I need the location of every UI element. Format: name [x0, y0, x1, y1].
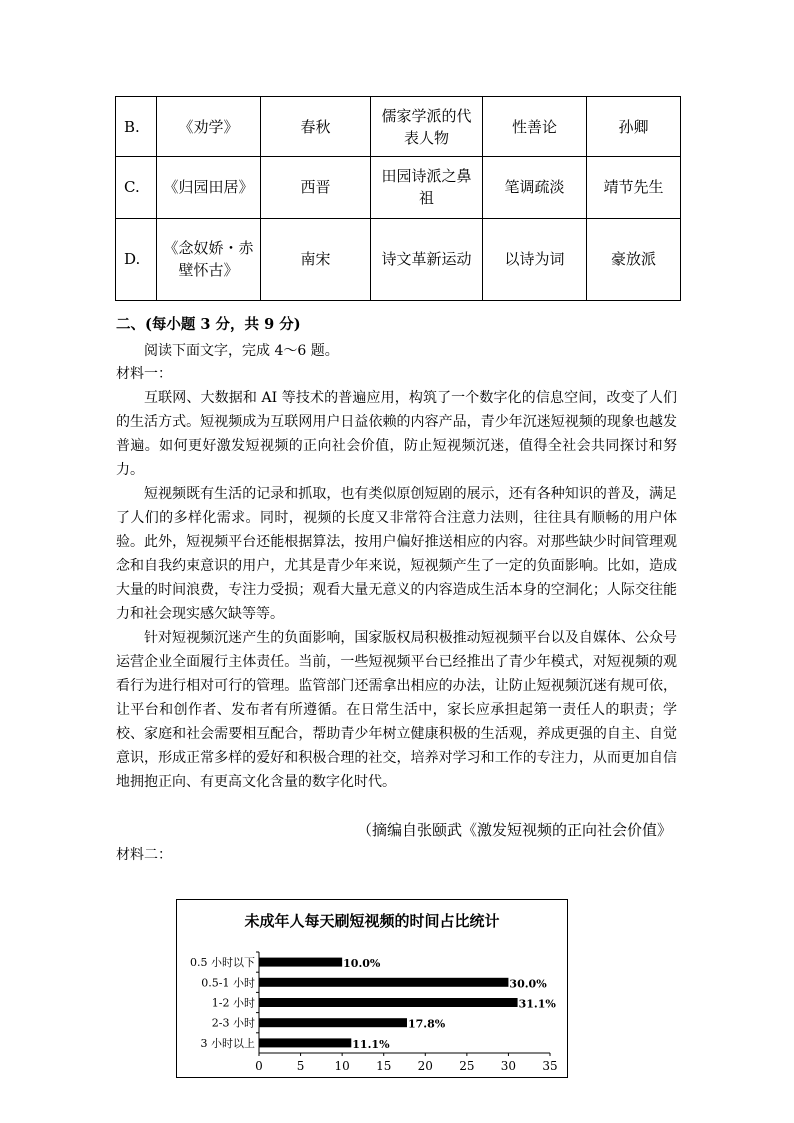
value-label: 17.8% [407, 1017, 446, 1031]
alias: 孙卿 [587, 97, 681, 157]
option-letter: C. [116, 157, 157, 218]
value-label: 31.1% [518, 997, 556, 1011]
era: 西晋 [261, 157, 371, 218]
instruction: 阅读下面文字，完成 4～6 题。 [144, 343, 339, 359]
x-tick-label: 5 [296, 1059, 305, 1073]
table-row [116, 97, 681, 157]
bar [259, 958, 342, 967]
x-tick-label: 30 [500, 1059, 517, 1073]
value-label: 10.0% [343, 957, 381, 971]
status: 田园诗派之鼻祖 [371, 157, 483, 218]
options-table [115, 96, 681, 301]
material2-label: 材料二： [116, 847, 172, 863]
category-label: 3 小时以上 [200, 1036, 255, 1050]
table-row [116, 218, 681, 300]
paragraph-2: 短视频既有生活的记录和抓取，也有类似原创短剧的展示，还有各种知识的普及，满足了人们的多样化需求。同时，视频的长度又非常符合注意力法则，往往具有顺畅的用户体验。此外，短视频平台还能根据算法，按用户偏好推送相应的内容。对那些缺少时间管理观念和自我约束意识的用户，尤其是青少年来说，短视频产生了一定的负面影响。比如，造成大量的时间浪费，专注力受损；观看大量无意义的内容造成生活本身的空洞化；人际交往能力和社会现实感欠缺等等。 [116, 486, 677, 622]
option-letter: B. [116, 97, 157, 157]
source-citation: （摘编自张颐武《激发短视频的正向社会价值》 [356, 821, 672, 839]
chart-svg [177, 900, 567, 1077]
work-title: 《念奴娇・赤壁怀古》 [157, 218, 261, 300]
bar [259, 978, 508, 987]
x-tick-label: 25 [459, 1059, 475, 1073]
material1-label: 材料一： [116, 366, 172, 382]
category-label: 1-2 小时 [211, 996, 255, 1010]
status: 儒家学派的代表人物 [371, 97, 483, 157]
x-tick-label: 10 [334, 1059, 350, 1073]
option-letter: D. [116, 218, 157, 300]
value-label: 30.0% [509, 977, 547, 991]
x-tick-label: 15 [376, 1059, 392, 1073]
category-label: 0.5-1 小时 [201, 976, 255, 990]
x-tick-label: 20 [417, 1059, 433, 1073]
feature: 性善论 [483, 97, 587, 157]
section-heading: 二、(每小题 3 分，共 9 分) [116, 316, 301, 333]
x-tick-label: 35 [542, 1059, 558, 1073]
category-label: 2-3 小时 [211, 1016, 255, 1030]
category-label: 0.5 小时以下 [190, 956, 255, 970]
era: 南宋 [261, 218, 371, 300]
era: 春秋 [261, 97, 371, 157]
bar [259, 1018, 407, 1027]
feature: 笔调疏淡 [483, 157, 587, 218]
table-row [116, 157, 681, 218]
paragraph-3: 针对短视频沉迷产生的负面影响，国家版权局积极推动短视频平台以及自媒体、公众号运营企业全面履行主体责任。当前，一些短视频平台已经推出了青少年模式，对短视频的观看行为进行相对可行的管理。监管部门还需拿出相应的办法，让防止短视频沉迷有规可依，让平台和创作者、发布者有所遵循。在日常生活中，家长应承担起第一责任人的职责；学校、家庭和社会需要相互配合，帮助青少年树立健康积极的生活观，养成更强的自主、自觉意识，形成正常多样的爱好和积极合理的社交，培养对学习和工作的专注力，从而更加自信地拥抱正向、有更高文化含量的数字化时代。 [116, 630, 677, 790]
bar [259, 998, 518, 1007]
alias: 豪放派 [587, 218, 681, 300]
work-title: 《劝学》 [157, 97, 261, 157]
x-tick-label: 0 [255, 1059, 263, 1073]
paragraph-1: 互联网、大数据和 AI 等技术的普遍应用，构筑了一个数字化的信息空间，改变了人们的生活方式。短视频成为互联网用户日益依赖的内容产品，青少年沉迷短视频的现象也越发普遍。如何更好激发短视频的正向社会价值，防止短视频沉迷，值得全社会共同探讨和努力。 [116, 390, 677, 478]
bar-chart [176, 899, 568, 1078]
status: 诗文革新运动 [371, 218, 483, 300]
work-title: 《归园田居》 [157, 157, 261, 218]
value-label: 11.1% [352, 1037, 390, 1051]
alias: 靖节先生 [587, 157, 681, 218]
chart-title: 未成年人每天刷短视频的时间占比统计 [244, 912, 500, 930]
bar [259, 1038, 351, 1047]
feature: 以诗为词 [483, 218, 587, 300]
